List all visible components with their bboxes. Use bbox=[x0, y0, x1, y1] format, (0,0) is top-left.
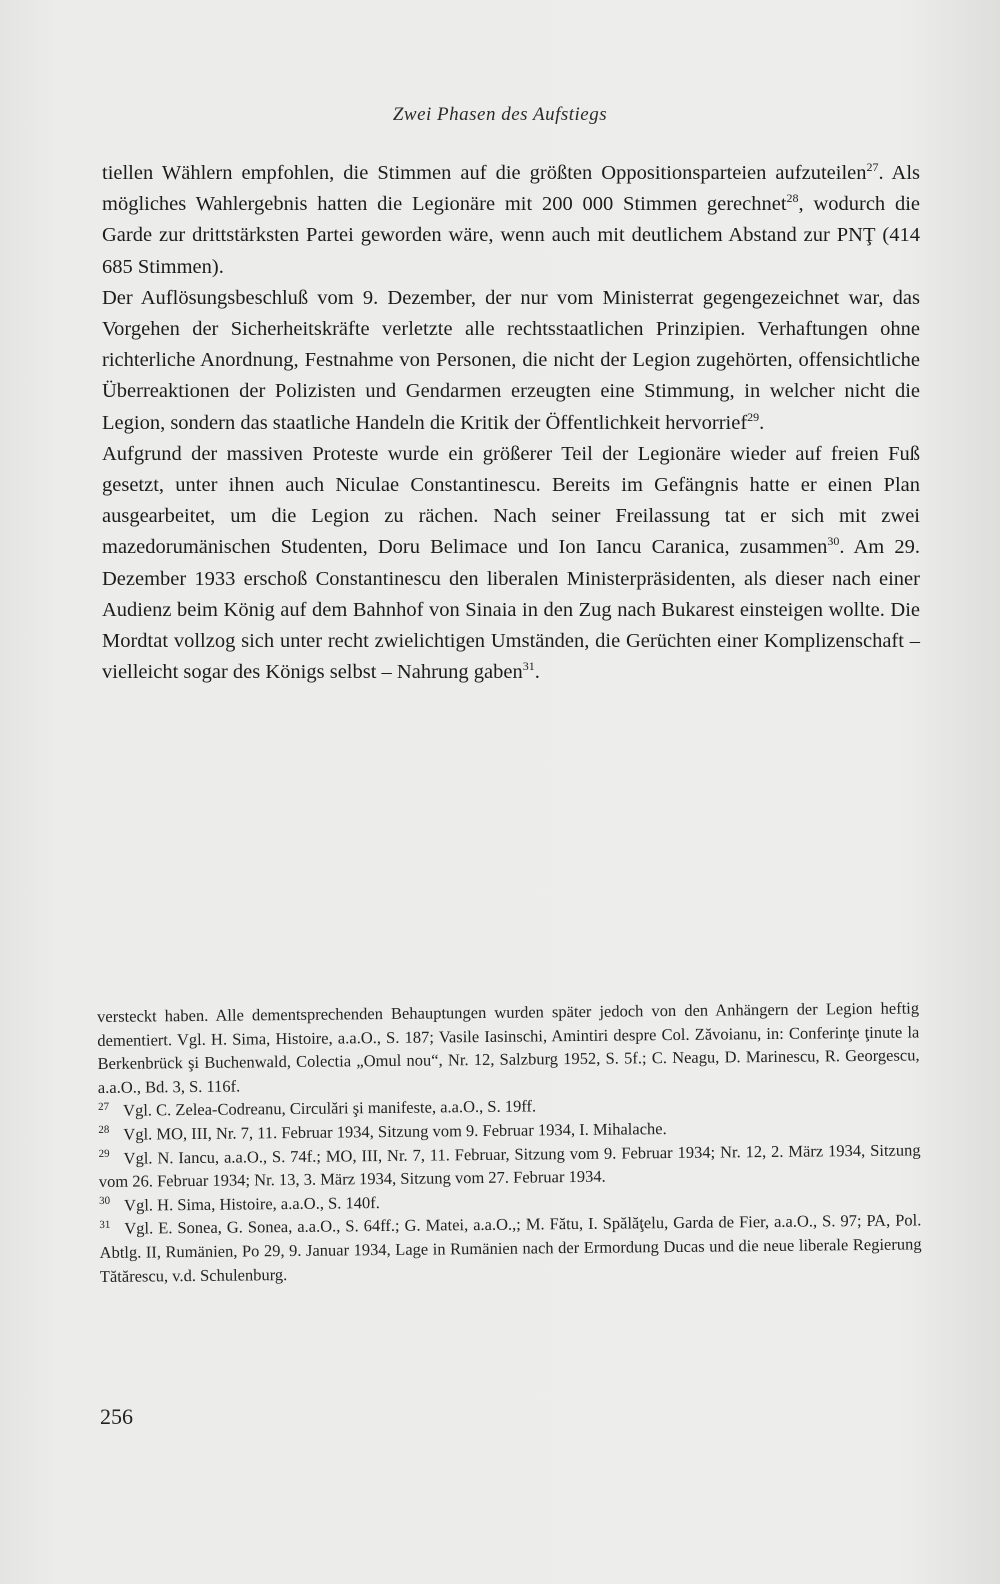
paragraph-text: tiellen Wählern empfohlen, die Stimmen auf die größten Oppositionsparteien aufzuteilen bbox=[102, 162, 867, 184]
page-number: 256 bbox=[100, 1404, 133, 1429]
body-paragraph bbox=[102, 439, 920, 689]
running-header: Zwei Phasen des Aufstiegs bbox=[392, 104, 608, 125]
paragraph-text: . Als mögliches Wahlergebnis hatten die Legionäre mit 200 000 Stimmen gerechnet bbox=[102, 162, 920, 216]
paragraph-text: . Am 29. Dezember 1933 erschoß Constantinescu den liberalen Ministerpräsidenten, als dieser nach einer Audienz beim König auf dem Bahnhof von Sinaia in den Zug nach Bukarest einsteigen wollte. Die Mordtat vollzog sich unter recht zwielichtigen Umständen, die Gerüchten einer Komplizenschaft – vielleicht sogar des Königs selbst – Nahrung gaben bbox=[102, 536, 920, 684]
footnote bbox=[98, 1138, 920, 1194]
footnote-text: Vgl. H. Sima, Histoire, a.a.O., S. 140f. bbox=[123, 1192, 380, 1215]
footnote-reference: 28 bbox=[786, 191, 799, 206]
footnote-reference: 30 bbox=[827, 534, 840, 549]
footnote-reference: 29 bbox=[747, 409, 760, 424]
footnote bbox=[99, 1209, 922, 1288]
footnote-text: Vgl. MO, III, Nr. 7, 11. Februar 1934, Sitzung vom 9. Februar 1934, I. Mihalache. bbox=[123, 1119, 667, 1144]
footnote-text: Vgl. C. Zelea-Codreanu, Circulări şi manifeste, a.a.O., S. 19ff. bbox=[123, 1096, 537, 1121]
paragraph-text: Aufgrund der massiven Proteste wurde ein größerer Teil der Legionäre wieder auf freien Fuß gesetzt, unter ihnen auch Niculae Constantinescu. Bereits im Gefängnis hatte er einen Plan ausgearbeitet, um die Legion zu rächen. Nach seiner Freilassung tat er sich mit zwei mazedorumänischen Studenten, Doru Belimace und Ion Iancu Caranica, zusammen bbox=[102, 442, 920, 559]
footnote-number: 31 bbox=[99, 1218, 111, 1231]
paragraph-text: . bbox=[534, 661, 540, 684]
footnotes bbox=[97, 996, 922, 1288]
body-paragraph bbox=[102, 158, 920, 283]
footnote-reference: 27 bbox=[866, 160, 879, 175]
paragraph-text: , wodurch die Garde zur drittstärksten Partei geworden wäre, wenn auch mit deutlichem Abstand zur PNŢ (414 685 Stimmen). bbox=[102, 193, 920, 278]
paragraph-text: Der Auflösungsbeschluß vom 9. Dezember, der nur vom Ministerrat gegengezeichnet war, das Vorgehen der Sicherheitskräfte verletzte alle rechtsstaatlichen Prinzipien. Verhaftungen ohne richterliche Anordnung, Festnahme von Personen, die nicht der Legion zugehörten, offensichtliche Überreaktionen der Polizisten und Gendarmen erzeugten eine Stimmung, in welcher nicht die Legion, sondern das staatliche Handeln die Kritik der Öffentlichkeit hervorrief bbox=[102, 286, 920, 434]
footnote-number: 28 bbox=[98, 1124, 110, 1137]
footnote-number: 30 bbox=[98, 1195, 111, 1208]
paragraph-text: . bbox=[759, 411, 765, 434]
footnote-number: 29 bbox=[98, 1147, 110, 1161]
footnote-text: versteckt haben. Alle dementsprechenden Behauptungen wurden später jedoch von den Anhängern der Legion heftig dementiert. Vgl. H. Sima, Histoire, a.a.O., S. 187; Vasile Iasinschi, Amintiri despre Col. Zăvoianu, in: Conferinţe ţinute la Berkenbrück şi Buchenwald, Colectia „Omul nou“, Nr. 12, Salzburg 1952, S. 5f.; C. Neagu, D. Marinescu, R. Georgescu, a.a.O., Bd. 3, S. 116f. bbox=[97, 998, 920, 1097]
footnote-text: Vgl. E. Sonea, G. Sonea, a.a.O., S. 64ff.; G. Matei, a.a.O.,; M. Fătu, I. Spălăţelu, Garda de Fier, a.a.O., S. 97; PA, Pol. Abtlg. II, Rumänien, Po 29, 9. Januar 1934, Lage in Rumänien nach der Ermordung Ducas und die neue liberale Regierung Tătărescu, v.d. Schulenburg. bbox=[99, 1210, 922, 1286]
footnote bbox=[97, 996, 920, 1099]
body-text bbox=[102, 158, 920, 688]
footnote-number: 27 bbox=[98, 1100, 110, 1113]
footnote-text: Vgl. N. Iancu, a.a.O., S. 74f.; MO, III, Nr. 7, 11. Februar, Sitzung vom 9. Februar 1934; Nr. 12, 2. März 1934, Sitzung vom 26. Februar 1934; Nr. 13, 3. März 1934, Sitzung vom 27. Februar 1934. bbox=[98, 1139, 921, 1192]
body-paragraph bbox=[102, 283, 920, 439]
footnote-reference: 31 bbox=[522, 659, 535, 674]
